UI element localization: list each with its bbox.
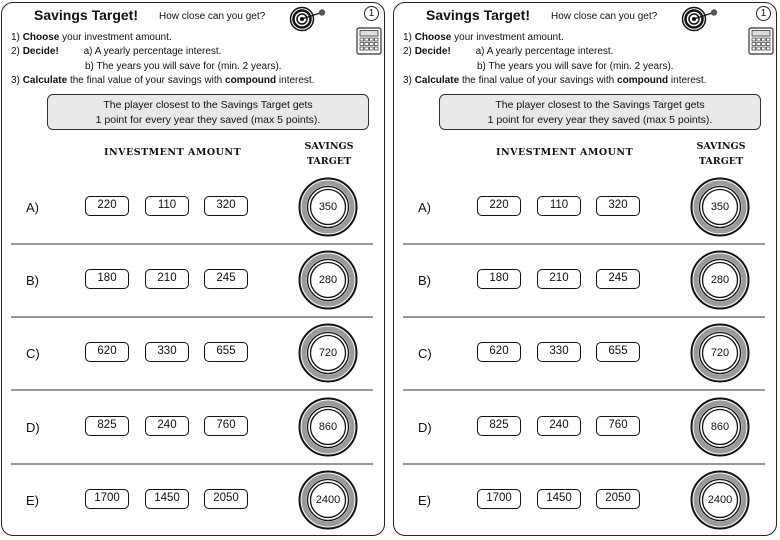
row-letter: D) (26, 420, 40, 435)
question-row (2, 465, 386, 538)
question-row (2, 245, 386, 318)
scoring-note-line2: 1 point for every year they saved (max 5 points). (95, 114, 321, 126)
row-letter: D) (418, 420, 432, 435)
instruction-choose: 1) Choose your investment amount. (11, 32, 172, 43)
worksheet-card (393, 2, 777, 536)
investment-amount-box: 240 (537, 416, 581, 436)
row-letter: B) (26, 273, 39, 288)
instruction-decide: 2) Decide! a) A yearly percentage interest. (11, 46, 222, 57)
investment-amount-box: 825 (477, 416, 521, 436)
investment-amount-box: 330 (537, 342, 581, 362)
savings-target-header: SAVINGS TARGET (304, 141, 354, 167)
instruction-calculate: 3) Calculate the final value of your savings with compound interest. (11, 75, 315, 86)
savings-target-value: 2400 (315, 494, 341, 506)
scoring-note (439, 94, 761, 130)
investment-amount-box: 220 (85, 196, 129, 216)
question-row (394, 465, 778, 538)
worksheet-title: Savings Target! (426, 7, 530, 23)
row-divider (403, 389, 765, 391)
calculator-icon (356, 27, 382, 55)
scoring-note (47, 94, 369, 130)
instruction-calculate: 3) Calculate the final value of your savings with compound interest. (403, 75, 707, 86)
savings-target-value: 280 (318, 274, 338, 286)
question-row (2, 172, 386, 245)
row-letter: E) (26, 493, 39, 508)
dartboard-target-icon (679, 6, 719, 32)
investment-amount-box: 330 (145, 342, 189, 362)
instruction-decide-years: b) The years you will save for (min. 2 years). (477, 61, 674, 72)
investment-amount-header: INVESTMENT AMOUNT (496, 147, 634, 158)
savings-target-value: 720 (710, 347, 730, 359)
instruction-choose: 1) Choose your investment amount. (403, 32, 564, 43)
instruction-decide-years: b) The years you will save for (min. 2 years). (85, 61, 282, 72)
investment-amount-box: 1450 (537, 489, 581, 509)
calculator-icon (748, 27, 774, 55)
scoring-note-line1: The player closest to the Savings Target gets (495, 99, 705, 111)
row-letter: C) (418, 346, 432, 361)
investment-amount-box: 2050 (204, 489, 248, 509)
row-letter: A) (26, 200, 39, 215)
worksheet-title: Savings Target! (34, 7, 138, 23)
page-number-badge: 1 (756, 6, 771, 21)
savings-target-header: SAVINGS TARGET (696, 141, 746, 167)
investment-amount-box: 220 (477, 196, 521, 216)
investment-amount-box: 245 (596, 269, 640, 289)
investment-amount-box: 760 (596, 416, 640, 436)
scoring-note-line2: 1 point for every year they saved (max 5 points). (487, 114, 713, 126)
investment-amount-box: 210 (537, 269, 581, 289)
investment-amount-box: 620 (85, 342, 129, 362)
investment-amount-box: 2050 (596, 489, 640, 509)
investment-amount-box: 1700 (477, 489, 521, 509)
investment-amount-box: 825 (85, 416, 129, 436)
savings-target-value: 860 (710, 421, 730, 433)
scoring-note-line1: The player closest to the Savings Target gets (103, 99, 313, 111)
investment-amount-box: 1700 (85, 489, 129, 509)
savings-target-value: 350 (318, 201, 338, 213)
investment-amount-box: 245 (204, 269, 248, 289)
question-row (394, 392, 778, 465)
investment-amount-box: 760 (204, 416, 248, 436)
investment-amount-box: 180 (85, 269, 129, 289)
investment-amount-header: INVESTMENT AMOUNT (104, 147, 242, 158)
question-row (394, 318, 778, 391)
worksheet-subtitle: How close can you get? (159, 11, 266, 22)
savings-target-value: 350 (710, 201, 730, 213)
row-divider (11, 389, 373, 391)
investment-amount-box: 655 (596, 342, 640, 362)
savings-target-value: 860 (318, 421, 338, 433)
question-row (394, 172, 778, 245)
page-number-badge: 1 (364, 6, 379, 21)
investment-amount-box: 655 (204, 342, 248, 362)
savings-target-value: 280 (710, 274, 730, 286)
dartboard-target-icon (287, 6, 327, 32)
investment-amount-box: 320 (204, 196, 248, 216)
row-letter: E) (418, 493, 431, 508)
investment-amount-box: 110 (537, 196, 581, 216)
question-row (2, 392, 386, 465)
question-row (2, 318, 386, 391)
worksheet-subtitle: How close can you get? (551, 11, 658, 22)
investment-amount-box: 620 (477, 342, 521, 362)
investment-amount-box: 240 (145, 416, 189, 436)
savings-target-value: 2400 (707, 494, 733, 506)
worksheet-card (1, 2, 385, 536)
row-letter: A) (418, 200, 431, 215)
investment-amount-box: 110 (145, 196, 189, 216)
savings-target-value: 720 (318, 347, 338, 359)
investment-amount-box: 210 (145, 269, 189, 289)
investment-amount-box: 180 (477, 269, 521, 289)
investment-amount-box: 1450 (145, 489, 189, 509)
instruction-decide: 2) Decide! a) A yearly percentage interest. (403, 46, 614, 57)
row-letter: C) (26, 346, 40, 361)
investment-amount-box: 320 (596, 196, 640, 216)
row-letter: B) (418, 273, 431, 288)
question-row (394, 245, 778, 318)
